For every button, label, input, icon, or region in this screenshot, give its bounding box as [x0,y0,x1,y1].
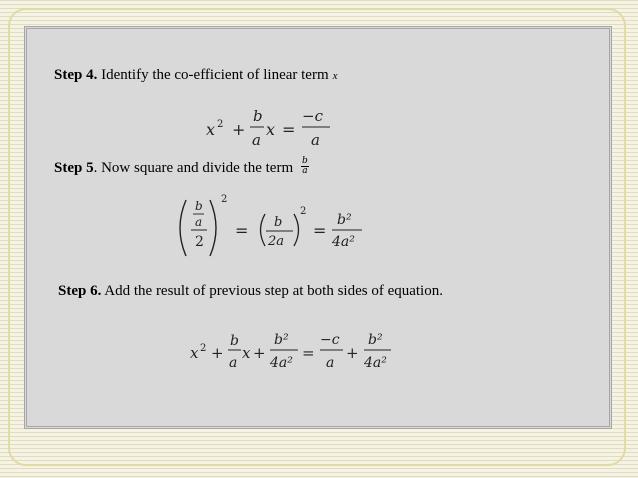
eq1-x2: x [266,120,276,139]
equation-1 [206,107,330,149]
eq2-paren-right-1 [210,200,216,256]
eq3-exponent: 2 [200,343,207,354]
eq3-a: a [229,355,238,371]
eq1-exponent: 2 [217,119,224,130]
equation-2 [180,194,362,256]
step-6-text: Add the result of previous step at both sides of equation. [104,283,443,299]
eq2-b-squared: b² [337,212,352,228]
eq3-x: x [190,344,199,362]
eq2-square-1: 2 [221,194,228,205]
eq3-b-squared-2: b² [368,332,383,348]
eq1-equals: = [282,120,296,139]
eq1-plus: + [232,120,246,139]
eq2-4a-squared: 4a² [332,234,355,250]
step-6-label: Step 6. [58,283,102,299]
eq3-negc: −c [320,332,340,348]
eq3-a2: a [326,355,335,371]
eq3-4a-squared-2: 4a² [364,355,387,371]
eq3-plus-3: + [346,344,359,362]
eq3-4a-squared: 4a² [270,355,293,371]
eq2-paren-right-2 [294,214,299,246]
linear-term: x [332,70,338,82]
eq1-negc: −c [302,107,323,125]
eq1-a: a [252,131,261,149]
step-4-text: Identify the co-efficient of linear term [101,67,329,83]
fraction-numerator: b [301,156,308,166]
eq3-b: b [230,333,239,349]
eq1-b: b [253,107,263,125]
eq2-paren-left-1 [180,200,186,256]
eq3-plus-1: + [211,344,224,362]
eq2-equals-2: = [313,221,327,240]
eq2-equals-1: = [235,221,249,240]
eq3-equals: = [302,344,315,362]
eq2-b: b [195,199,203,213]
eq2-square-2: 2 [300,206,307,217]
eq2-paren-left-2 [261,214,266,246]
eq2-2a: 2a [268,234,285,249]
equation-3 [190,332,391,371]
eq1-a2: a [311,131,320,149]
eq3-x2: x [242,344,251,362]
eq2-a: a [195,215,203,229]
eq2-b-2: b [274,215,283,230]
fraction-denominator: a [302,166,308,176]
eq3-plus-2: + [253,344,266,362]
step-5-label: Step 5 [54,159,94,176]
step-4-label: Step 4. [54,67,98,83]
step-5-text: . Now square and divide the term [93,159,294,176]
eq1-x: x [206,120,216,139]
eq2-two: 2 [195,234,204,250]
eq3-b-squared: b² [274,332,289,348]
